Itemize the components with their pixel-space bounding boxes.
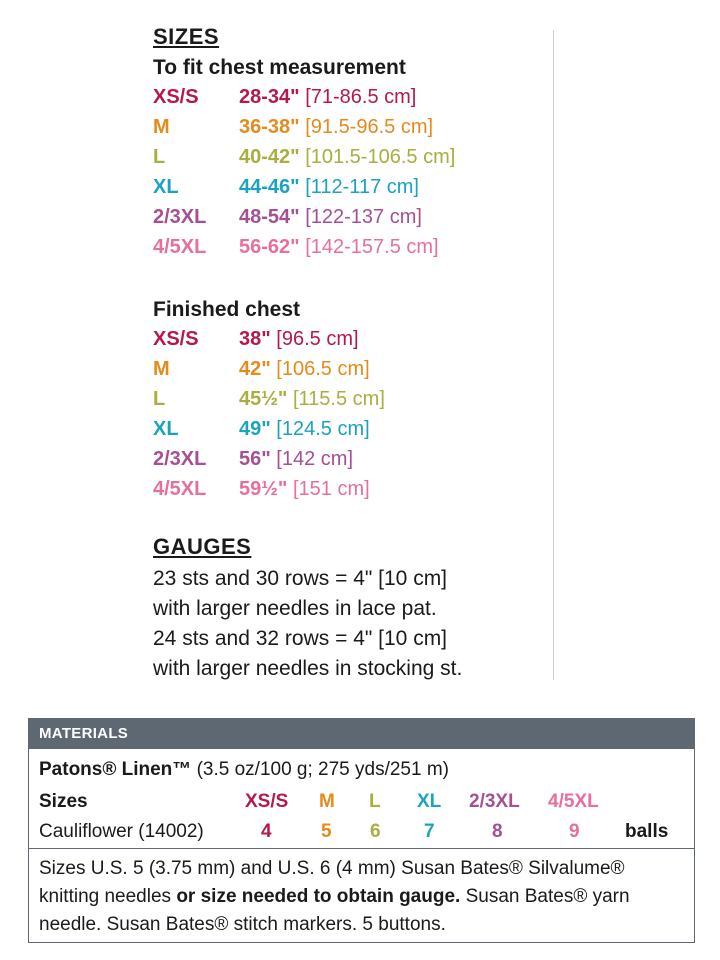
- inches: 45½": [239, 388, 288, 410]
- balls-count: 4: [261, 821, 272, 842]
- inches: 56": [239, 448, 271, 470]
- para-bold: or size needed to obtain gauge.: [176, 886, 461, 907]
- balls-unit: balls: [625, 821, 669, 842]
- balls-count: 8: [492, 821, 503, 842]
- balls-count: 7: [424, 821, 435, 842]
- gauge-line: 23 sts and 30 rows = 4" [10 cm]: [153, 567, 448, 590]
- cm: [91.5-96.5 cm]: [305, 116, 434, 138]
- gauges-section: [153, 534, 462, 684]
- finished-row: [153, 354, 385, 384]
- sizes-section: [153, 24, 455, 262]
- size-col: 2/3XL: [469, 791, 520, 812]
- yarn-brand: Patons® Linen™: [39, 759, 192, 780]
- size-label: XS/S: [153, 328, 199, 350]
- to-fit-row: [153, 232, 455, 262]
- materials-divider: [29, 848, 694, 849]
- inches: 38": [239, 328, 271, 350]
- cm: [96.5 cm]: [276, 328, 359, 350]
- to-fit-row: [153, 172, 455, 202]
- size-label: M: [153, 116, 170, 138]
- size-label: XL: [153, 418, 179, 440]
- finished-section: [153, 298, 385, 504]
- inches: 48-54": [239, 206, 300, 228]
- size-label: 4/5XL: [153, 236, 207, 258]
- page-edge-line: [553, 30, 554, 680]
- to-fit-row: [153, 82, 455, 112]
- color-label: Cauliflower (14002): [39, 821, 204, 842]
- finished-row: [153, 414, 385, 444]
- size-label: 2/3XL: [153, 448, 207, 470]
- size-label: XL: [153, 176, 179, 198]
- cm: [124.5 cm]: [276, 418, 370, 440]
- gauge-line: 24 sts and 32 rows = 4" [10 cm]: [153, 627, 448, 650]
- inches: 28-34": [239, 86, 300, 108]
- para-part-2: Susan Bates® yarn needle. Susan Bates® stitch markers. 5 buttons.: [39, 886, 630, 935]
- inches: 36-38": [239, 116, 300, 138]
- balls-count: 9: [569, 821, 580, 842]
- para-part-1: Sizes U.S. 5 (3.75 mm) and U.S. 6 (4 mm) Susan Bates® Silvalume® knitting needles: [39, 858, 625, 907]
- cm: [122-137 cm]: [305, 206, 422, 228]
- cm: [151 cm]: [292, 478, 370, 500]
- size-label: 4/5XL: [153, 478, 207, 500]
- cm: [71-86.5 cm]: [305, 86, 417, 108]
- cm: [101.5-106.5 cm]: [305, 146, 456, 168]
- gauges-heading: GAUGES: [153, 534, 252, 559]
- to-fit-label: To fit chest measurement: [153, 56, 406, 79]
- cm: [112-117 cm]: [305, 176, 419, 198]
- sizes-label: Sizes: [39, 791, 88, 812]
- size-label: L: [153, 388, 166, 410]
- yarn-detail: (3.5 oz/100 g; 275 yds/251 m): [191, 759, 450, 780]
- size-label: L: [153, 146, 166, 168]
- finished-row: [153, 324, 385, 354]
- gauge-line: with larger needles in stocking st.: [153, 657, 463, 680]
- inches: 40-42": [239, 146, 300, 168]
- finished-row: [153, 474, 385, 504]
- materials-box: [28, 718, 695, 943]
- materials-heading: MATERIALS: [29, 719, 694, 749]
- balls-count: 5: [321, 821, 332, 842]
- cm: [106.5 cm]: [276, 358, 370, 380]
- yarn-line: [39, 759, 449, 781]
- inches: 42": [239, 358, 271, 380]
- needles-paragraph: [39, 855, 686, 939]
- to-fit-list: [153, 82, 455, 262]
- size-col: 4/5XL: [548, 791, 599, 812]
- inches: 44-46": [239, 176, 300, 198]
- finished-row: [153, 444, 385, 474]
- size-col: XS/S: [245, 791, 289, 812]
- size-col: XL: [417, 791, 442, 812]
- cm: [142 cm]: [276, 448, 353, 470]
- finished-row: [153, 384, 385, 414]
- sizes-heading: SIZES: [153, 24, 220, 49]
- to-fit-row: [153, 112, 455, 142]
- size-col: M: [319, 791, 335, 812]
- size-label: M: [153, 358, 170, 380]
- balls-count: 6: [370, 821, 381, 842]
- finished-label: Finished chest: [153, 298, 301, 321]
- gauge-line: with larger needles in lace pat.: [153, 597, 437, 620]
- inches: 49": [239, 418, 271, 440]
- cm: [142-157.5 cm]: [305, 236, 439, 258]
- cm: [115.5 cm]: [292, 388, 385, 410]
- inches: 56-62": [239, 236, 300, 258]
- size-label: XS/S: [153, 86, 199, 108]
- size-label: 2/3XL: [153, 206, 207, 228]
- to-fit-row: [153, 202, 455, 232]
- size-col: L: [369, 791, 381, 812]
- to-fit-row: [153, 142, 455, 172]
- inches: 59½": [239, 478, 288, 500]
